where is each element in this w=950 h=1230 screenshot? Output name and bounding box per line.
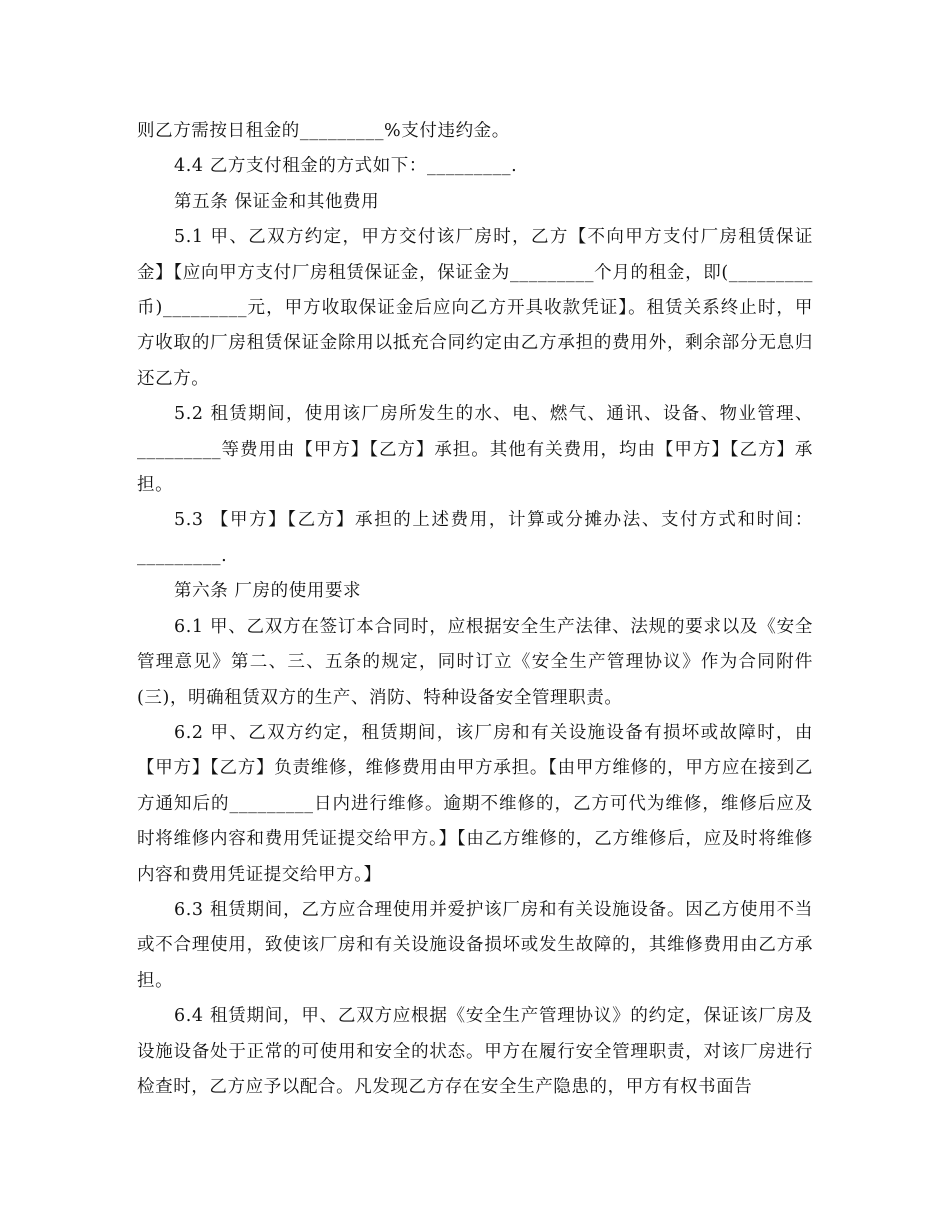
paragraph-penalty-continuation: 则乙方需按日租金的_________%支付违约金。 — [137, 121, 510, 141]
paragraph-6-4: 6.4 租赁期间，甲、乙双方应根据《安全生产管理协议》的约定，保证该厂房及设施设备处于正常的可使用和安全的状态。甲方在履行安全管理职责，对该厂房进行检查时，乙方应予以配合。凡发现乙方存在安全生产隐患的，甲方有权书面告 — [137, 1006, 813, 1097]
document-body — [137, 114, 813, 1105]
paragraph-6-1: 6.1 甲、乙双方在签订本合同时，应根据安全生产法律、法规的要求以及《安全管理意见》第二、三、五条的规定，同时订立《安全生产管理协议》作为合同附件(三)，明确租赁双方的生产、消防、特种设备安全管理职责。 — [137, 616, 813, 708]
paragraph-4-4: 4.4 乙方支付租金的方式如下：_________. — [174, 156, 518, 177]
paragraph-5-1: 5.1 甲、乙双方约定，甲方交付该厂房时，乙方【不向甲方支付厂房租赁保证金】【应向甲方支付厂房租赁保证金，保证金为_________个月的租金，即(_________币)_________元，甲方收取保证金后应向乙方开具收款凭证】。租赁关系终止时，甲方收取的厂房租赁保证金除用以抵充合同约定由乙方承担的费用外，剩余部分无息归还乙方。 — [137, 227, 813, 389]
paragraph-5-2: 5.2 租赁期间，使用该厂房所发生的水、电、燃气、通讯、设备、物业管理、_________等费用由【甲方】【乙方】承担。其他有关费用，均由【甲方】【乙方】承担。 — [137, 404, 813, 496]
paragraph-6-2: 6.2 甲、乙双方约定，租赁期间，该厂房和有关设施设备有损坏或故障时，由【甲方】【乙方】负责维修，维修费用由甲方承担。【由甲方维修的，甲方应在接到乙方通知后的_________日内进行维修。逾期不维修的，乙方可代为维修，维修后应及时将维修内容和费用凭证提交给甲方。】【由乙方维修的，乙方维修后，应及时将维修内容和费用凭证提交给甲方。】 — [137, 722, 813, 885]
paragraph-6-3: 6.3 租赁期间，乙方应合理使用并爱护该厂房和有关设施设备。因乙方使用不当或不合理使用，致使该厂房和有关设施设备损坏或发生故障的，其维修费用由乙方承担。 — [137, 899, 813, 991]
paragraph-5-3: 5.3 【甲方】【乙方】承担的上述费用，计算或分摊办法、支付方式和时间：_________. — [137, 510, 813, 566]
heading-article-6: 第六条 厂房的使用要求 — [174, 581, 362, 602]
heading-article-5: 第五条 保证金和其他费用 — [174, 191, 380, 212]
